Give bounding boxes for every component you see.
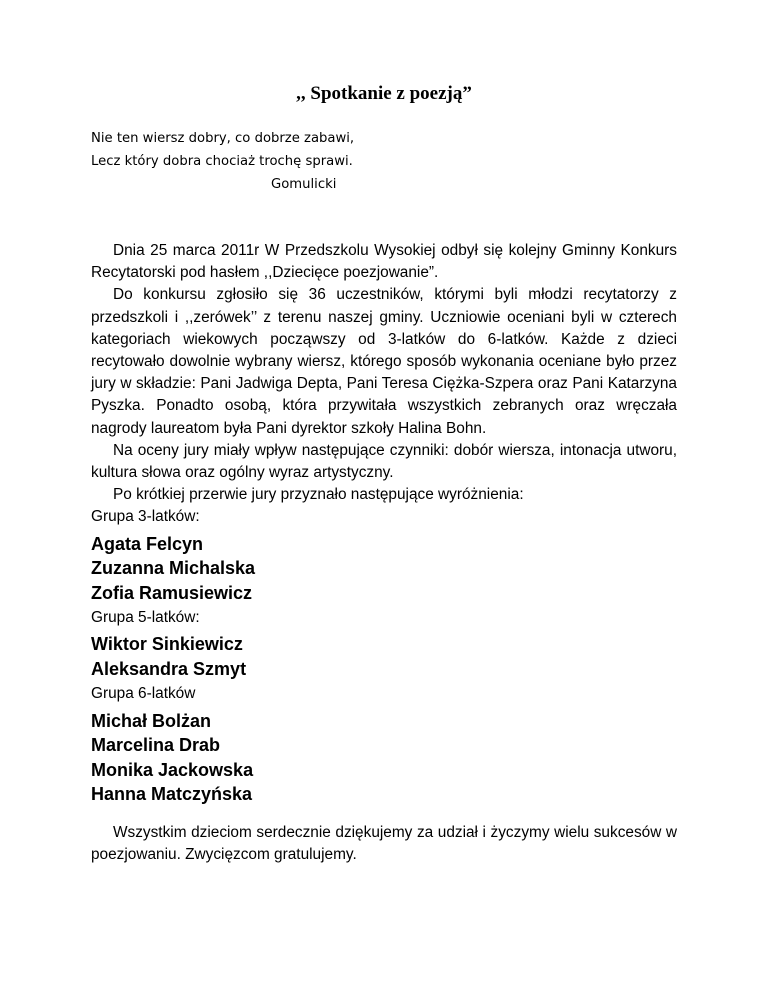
paragraph-participants: Do konkursu zgłosiło się 36 uczestników, którymi byli młodzi recytatorzy z przedszkoli i ,,zerówek’’ z terenu naszej gminy. Uczniowie oceniani byli w czterech kategoriach wiekowych począwszy od 3-latków do 6-latków. Każde z dzieci recytowało dowolnie wybrany wiersz, którego sposób wykonania oceniane było przez jury w składzie: Pani Jadwiga Depta, Pani Teresa Ciężka-Szpera oraz Pani Katarzyna Pyszka. Ponadto osobą, która przywitała wszystkich zebranych oraz wręczała nagrody laureatom była Pani dyrektor szkoły Halina Bohn. xyxy=(91,286,677,437)
winner-name: Zuzanna Michalska xyxy=(91,558,256,579)
winner-name: Michał Bolżan xyxy=(91,710,212,731)
winner-name: Hanna Matczyńska xyxy=(91,784,253,805)
article-body xyxy=(91,240,677,809)
paragraph-criteria: Na oceny jury miały wpływ następujące czynniki: dobór wiersza, intonacja utworu, kultura słowa oraz ogólny wyraz artystyczny. xyxy=(91,441,677,482)
award-group-6 xyxy=(91,683,677,806)
group-label: Grupa 3-latków: xyxy=(91,508,200,526)
winner-name: Zofia Ramusiewicz xyxy=(91,582,253,603)
motto-quote xyxy=(91,127,354,196)
award-group-3 xyxy=(91,506,677,605)
page-title: ,, Spotkanie z poezją” xyxy=(296,83,472,104)
winner-name: Wiktor Sinkiewicz xyxy=(91,634,243,655)
winner-name: Aleksandra Szmyt xyxy=(91,658,247,679)
closing-paragraph: Wszystkim dzieciom serdecznie dziękujemy za udział i życzymy wielu sukcesów w poezjowaniu. Zwycięzcom gratulujemy. xyxy=(91,824,677,864)
winner-list xyxy=(91,632,677,681)
motto-author: Gomulicki xyxy=(271,177,337,192)
group-label: Grupa 6-latków xyxy=(91,685,196,703)
winner-name: Agata Felcyn xyxy=(91,533,204,554)
motto-line-2: Lecz który dobra chociaż trochę sprawi. xyxy=(91,154,353,169)
paragraph-awards-intro: Po krótkiej przerwie jury przyznało następujące wyróżnienia: xyxy=(113,486,524,504)
motto-line-1: Nie ten wiersz dobry, co dobrze zabawi, xyxy=(91,131,355,146)
paragraph-intro: Dnia 25 marca 2011r W Przedszkolu Wysokiej odbył się kolejny Gminny Konkurs Recytatorski pod hasłem ,,Dziecięce poezjowanie”. xyxy=(91,242,677,282)
award-group-5 xyxy=(91,607,677,681)
winner-list xyxy=(91,532,677,606)
group-label: Grupa 5-latków: xyxy=(91,609,200,627)
winner-list xyxy=(91,709,677,807)
winner-name: Marcelina Drab xyxy=(91,735,221,756)
winner-name: Monika Jackowska xyxy=(91,759,254,780)
